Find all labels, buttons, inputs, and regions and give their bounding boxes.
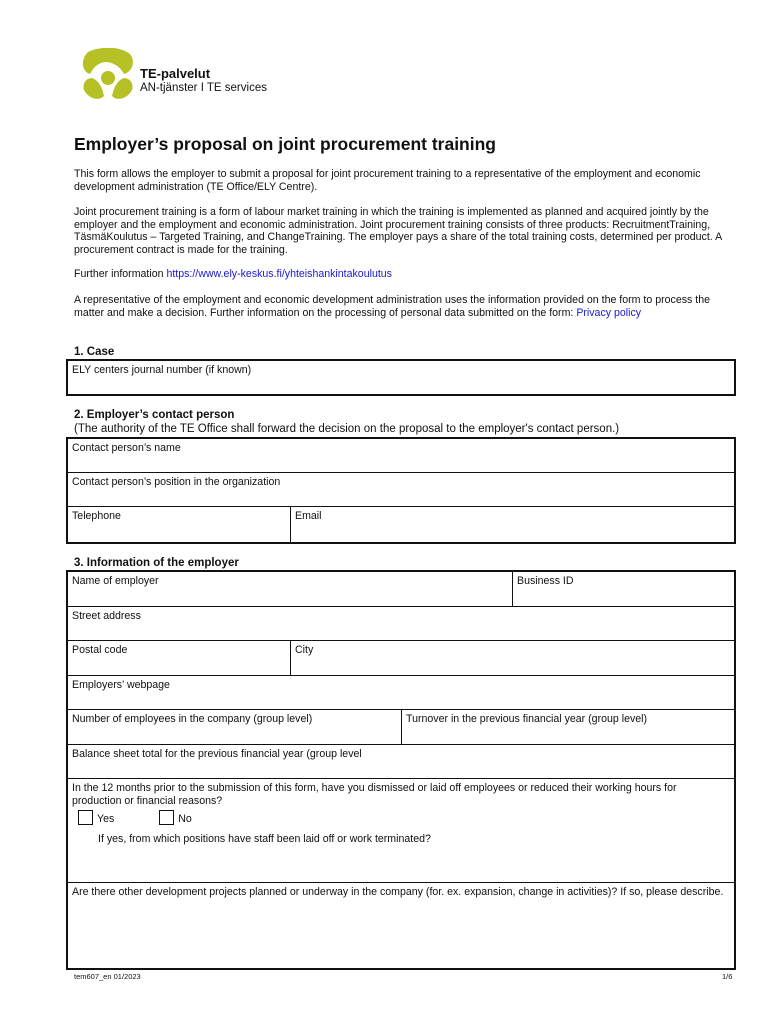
employees-count-label: Number of employees in the company (group level) (72, 713, 313, 725)
privacy-text: A representative of the employment and economic development administration uses the information provided on the form to process the matter and make a decision. Further information on the processing of personal data submitted on the form: (74, 294, 710, 319)
te-services-logo-icon (80, 48, 136, 104)
further-information-link[interactable]: https://www.ely-keskus.fi/yhteishankintakoulutus (166, 268, 392, 280)
yes-checkbox[interactable] (78, 810, 93, 825)
no-checkbox[interactable] (159, 810, 174, 825)
page-title: Employer’s proposal on joint procurement training (74, 134, 496, 154)
dismissal-question-area (68, 779, 734, 882)
section-1-heading: 1. Case (74, 346, 115, 358)
development-projects-field[interactable] (68, 883, 734, 968)
further-information (74, 268, 734, 281)
contact-person-table (66, 437, 736, 544)
intro-paragraph-2: Joint procurement training is a form of labour market training in which the training is implemented as planned and acquired jointly by the employer and the employment and economic administration. Joint procurement training consists of three products: RecruitmentTraining, TäsmäKoulutus – Targeted Training, and ChangeTraining. The employer pays a share of the total training costs, determined per product. A procurement contract is made for the training. (74, 206, 722, 256)
logo-subtitle: AN-tjänster I TE services (140, 82, 267, 94)
contact-name-label: Contact person’s name (72, 442, 181, 454)
telephone-field[interactable] (68, 507, 290, 542)
journal-number-label: ELY centers journal number (if known) (72, 364, 252, 376)
email-field[interactable] (291, 507, 734, 542)
webpage-label: Employers’ webpage (72, 679, 170, 691)
employer-name-label: Name of employer (72, 575, 159, 587)
no-label: No (178, 813, 192, 826)
section-2-subheading: (The authority of the TE Office shall forward the decision on the proposal to the employer's contact person.) (74, 423, 620, 435)
employees-count-field[interactable] (68, 710, 401, 744)
city-label: City (295, 644, 314, 656)
turnover-field[interactable] (402, 710, 734, 744)
journal-number-field[interactable] (66, 359, 736, 396)
section-2-heading: 2. Employer’s contact person (74, 409, 235, 421)
positions-question: If yes, from which positions have staff been laid off or work terminated? (98, 832, 431, 845)
postal-code-field[interactable] (68, 641, 290, 674)
logo-title: TE-palvelut (140, 66, 211, 81)
page-number: 1/6 (722, 972, 733, 981)
business-id-label: Business ID (517, 575, 574, 587)
postal-code-label: Postal code (72, 644, 128, 656)
contact-position-field[interactable] (68, 473, 734, 506)
turnover-label: Turnover in the previous financial year (group level) (406, 713, 648, 725)
section-3-heading: 3. Information of the employer (74, 557, 239, 569)
yes-label: Yes (97, 813, 115, 826)
email-label: Email (295, 510, 322, 522)
privacy-policy-link[interactable]: Privacy policy (576, 306, 642, 319)
development-projects-label: Are there other development projects planned or underway in the company (for. ex. expansion, change in activities)? If so, please describe. (72, 886, 724, 898)
contact-name-field[interactable] (68, 439, 734, 472)
intro-paragraph-1: This form allows the employer to submit a proposal for joint procurement training to a representative of the employment and economic development administration (TE Office/ELY Centre). (74, 168, 701, 193)
form-code: tem607_en 01/2023 (74, 972, 141, 981)
street-address-field[interactable] (68, 607, 734, 640)
intro-paragraph-4 (74, 294, 734, 319)
employer-info-table (66, 570, 736, 970)
employer-name-field[interactable] (68, 572, 512, 606)
telephone-label: Telephone (72, 510, 121, 522)
street-address-label: Street address (72, 610, 141, 622)
balance-sheet-label: Balance sheet total for the previous financial year (group level (72, 748, 362, 760)
dismissal-question: In the 12 months prior to the submission of this form, have you dismissed or laid off employees or reduced their working hours for production or financial reasons? (72, 782, 677, 807)
further-information-label: Further information (74, 268, 164, 280)
balance-sheet-field[interactable] (68, 745, 734, 778)
city-field[interactable] (291, 641, 734, 674)
business-id-field[interactable] (513, 572, 734, 606)
dismissal-options (78, 810, 724, 826)
webpage-field[interactable] (68, 676, 734, 709)
contact-position-label: Contact person’s position in the organization (72, 476, 281, 488)
